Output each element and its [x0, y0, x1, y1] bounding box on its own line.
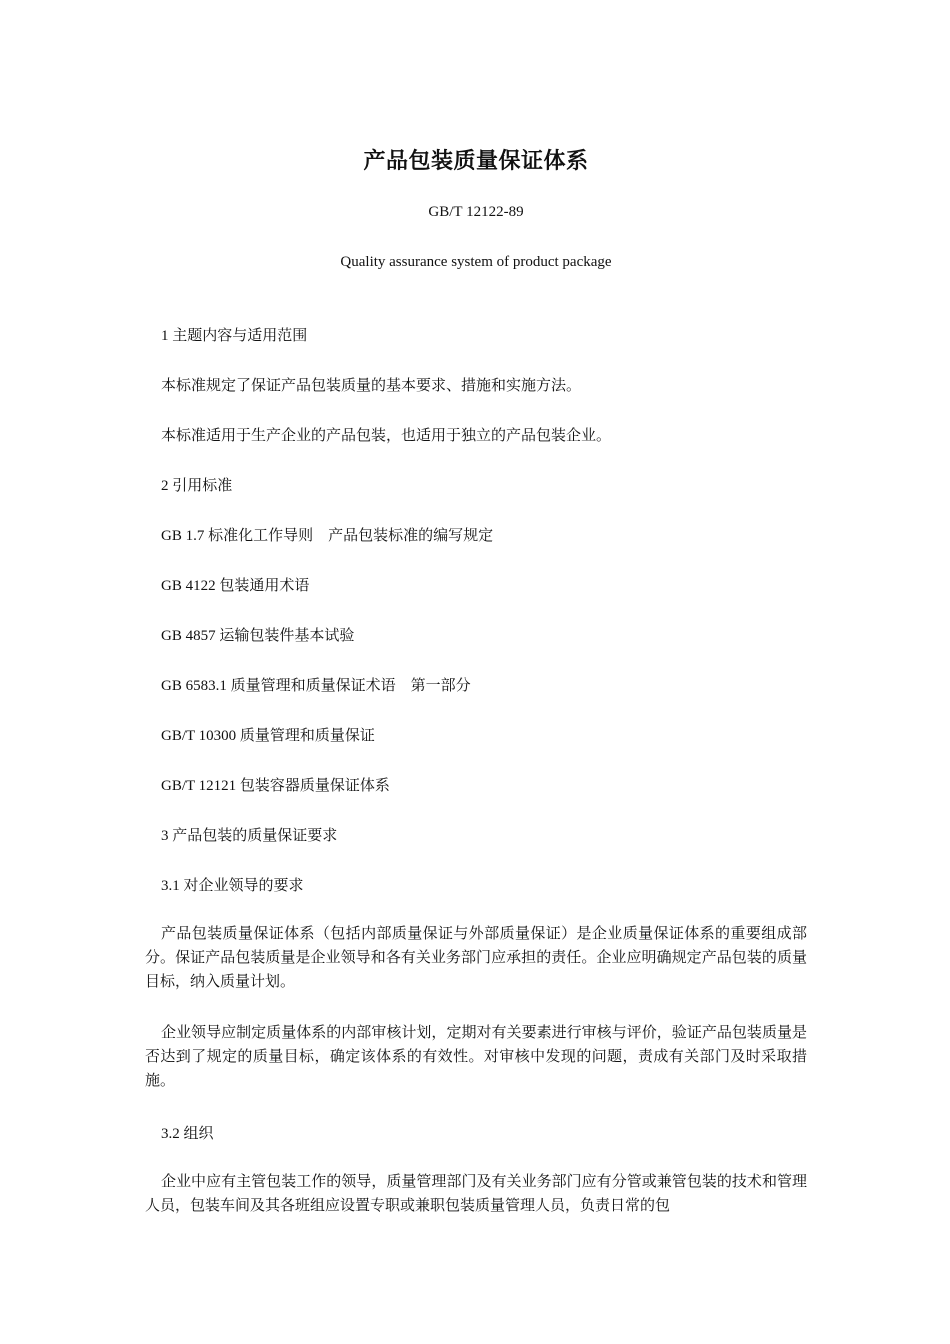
subsection-heading-3-2: 3.2 组织 — [161, 1126, 214, 1142]
paragraph: 企业领导应制定质量体系的内部审核计划，定期对有关要素进行审核与评价，验证产品包装质量是否达到了规定的质量目标，确定该体系的有效性。对审核中发现的问题，责成有关部门及时采取措施。 — [145, 1025, 807, 1089]
reference-standard: GB 1.7 标准化工作导则 产品包装标准的编写规定 — [161, 528, 494, 544]
reference-standard: GB 4122 包装通用术语 — [161, 578, 310, 594]
reference-standard: GB 6583.1 质量管理和质量保证术语 第一部分 — [161, 678, 471, 694]
reference-standard: GB/T 12121 包装容器质量保证体系 — [161, 778, 390, 794]
text-line: 本标准规定了保证产品包装质量的基本要求、措施和实施方法。 — [161, 378, 582, 394]
paragraph: 企业中应有主管包装工作的领导，质量管理部门及有关业务部门应有分管或兼管包装的技术和管理人员，包装车间及其各班组应设置专职或兼职包装质量管理人员，负责日常的包 — [145, 1174, 807, 1214]
reference-standard: GB 4857 运输包装件基本试验 — [161, 628, 355, 644]
section-heading-2: 2 引用标准 — [161, 478, 233, 494]
english-title: Quality assurance system of product package — [340, 254, 612, 270]
section-heading-1: 1 主题内容与适用范围 — [161, 328, 308, 344]
subsection-heading-3-1: 3.1 对企业领导的要求 — [161, 878, 304, 894]
document-title: 产品包装质量保证体系 — [363, 148, 589, 173]
reference-standard: GB/T 10300 质量管理和质量保证 — [161, 728, 375, 744]
standard-code: GB/T 12122-89 — [428, 204, 524, 220]
paragraph: 产品包装质量保证体系（包括内部质量保证与外部质量保证）是企业质量保证体系的重要组成部分。保证产品包装质量是企业领导和各有关业务部门应承担的责任。企业应明确规定产品包装的质量目标，纳入质量计划。 — [145, 926, 807, 990]
section-heading-3: 3 产品包装的质量保证要求 — [161, 828, 338, 844]
text-line: 本标准适用于生产企业的产品包装，也适用于独立的产品包装企业。 — [161, 428, 612, 444]
